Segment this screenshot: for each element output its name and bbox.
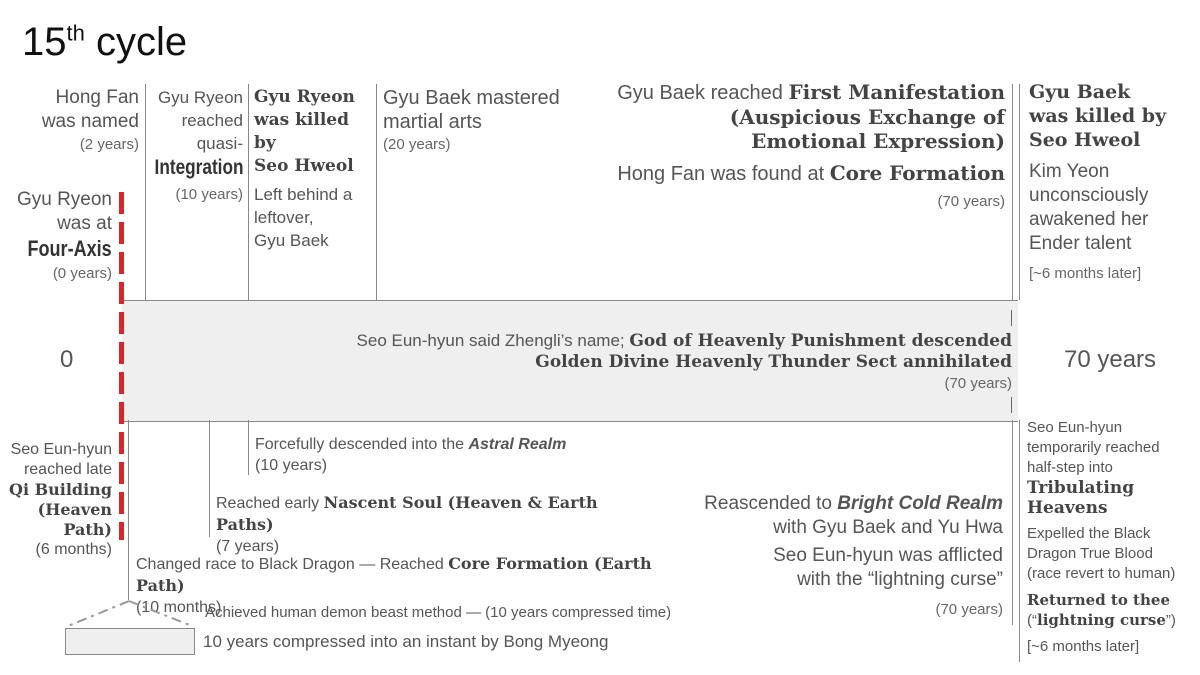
ryeon-four-axis: Gyu Ryeon was at Four-Axis (0 years) bbox=[16, 189, 112, 282]
demon-beast: Achieved human demon beast method — (10 years compressed time) bbox=[205, 604, 672, 621]
tick bbox=[1011, 310, 1012, 326]
divider bbox=[1012, 420, 1013, 625]
nascent-soul: Reached early Nascent Soul (Heaven & Earth Paths) (7 years) bbox=[216, 493, 598, 555]
divider bbox=[376, 84, 377, 300]
compressed-instant: 10 years compressed into an instant by Bong Myeong bbox=[203, 632, 609, 651]
black-dragon: Changed race to Black Dragon — Reached Core Formation (Earth Path) (10 months) bbox=[136, 554, 652, 616]
zoom-connector bbox=[60, 598, 200, 630]
baek-first-manifestation: Gyu Baek reached First Manifestation (Auspicious Exchange of Emotional Expression) Hong Fan was found at Core Formation (70 years) bbox=[617, 80, 1005, 210]
tribulating-heavens: Seo Eun-hyun temporarily reached half-step into Tribulating Heavens Expelled the Black Dragon True Blood (race revert to human) Returned to thee (“lightning curse”) [~6 months later] bbox=[1027, 419, 1176, 655]
late-qi-building: Seo Eun-hyun reached late Qi Building (Heaven Path) (6 months) bbox=[9, 441, 112, 558]
ryeon-quasi: Gyu Ryeon reached quasi- Integration (10 years) bbox=[154, 88, 243, 203]
compressed-box bbox=[65, 628, 195, 655]
divider bbox=[248, 420, 249, 475]
divider bbox=[1019, 84, 1020, 300]
band-event: Seo Eun-hyun said Zhengli’s name; God of Heavenly Punishment descended Golden Divine Heavenly Thunder Sect annihilated (70 years) bbox=[356, 331, 1012, 392]
start-marker-line bbox=[119, 192, 124, 540]
divider bbox=[1019, 420, 1020, 662]
divider bbox=[209, 420, 210, 537]
reascended: Reascended to Bright Cold Realm with Gyu Baek and Yu Hwa Seo Eun-hyun was afflicted with the “lightning curse” (70 years) bbox=[704, 493, 1003, 618]
baek-killed: Gyu Baek was killed by Seo Hweol Kim Yeon unconsciously awakened her Ender talent [~6 months later] bbox=[1029, 81, 1167, 282]
astral-realm: Forcefully descended into the Astral Realm (10 years) bbox=[255, 436, 567, 474]
ryeon-killed: Gyu Ryeon was killed by Seo Hweol Left behind a leftover, Gyu Baek bbox=[254, 87, 355, 250]
tick bbox=[1011, 397, 1012, 413]
divider bbox=[248, 84, 249, 300]
band-start-label: 0 bbox=[60, 346, 74, 373]
hongfan-named: Hong Fan was named (2 years) bbox=[41, 87, 139, 153]
page-title: 15th cycle bbox=[22, 20, 188, 64]
band-end-label: 70 years bbox=[1064, 346, 1157, 373]
divider bbox=[128, 420, 129, 600]
baek-martial: Gyu Baek mastered martial arts (20 years) bbox=[383, 87, 560, 153]
divider bbox=[1012, 84, 1013, 300]
